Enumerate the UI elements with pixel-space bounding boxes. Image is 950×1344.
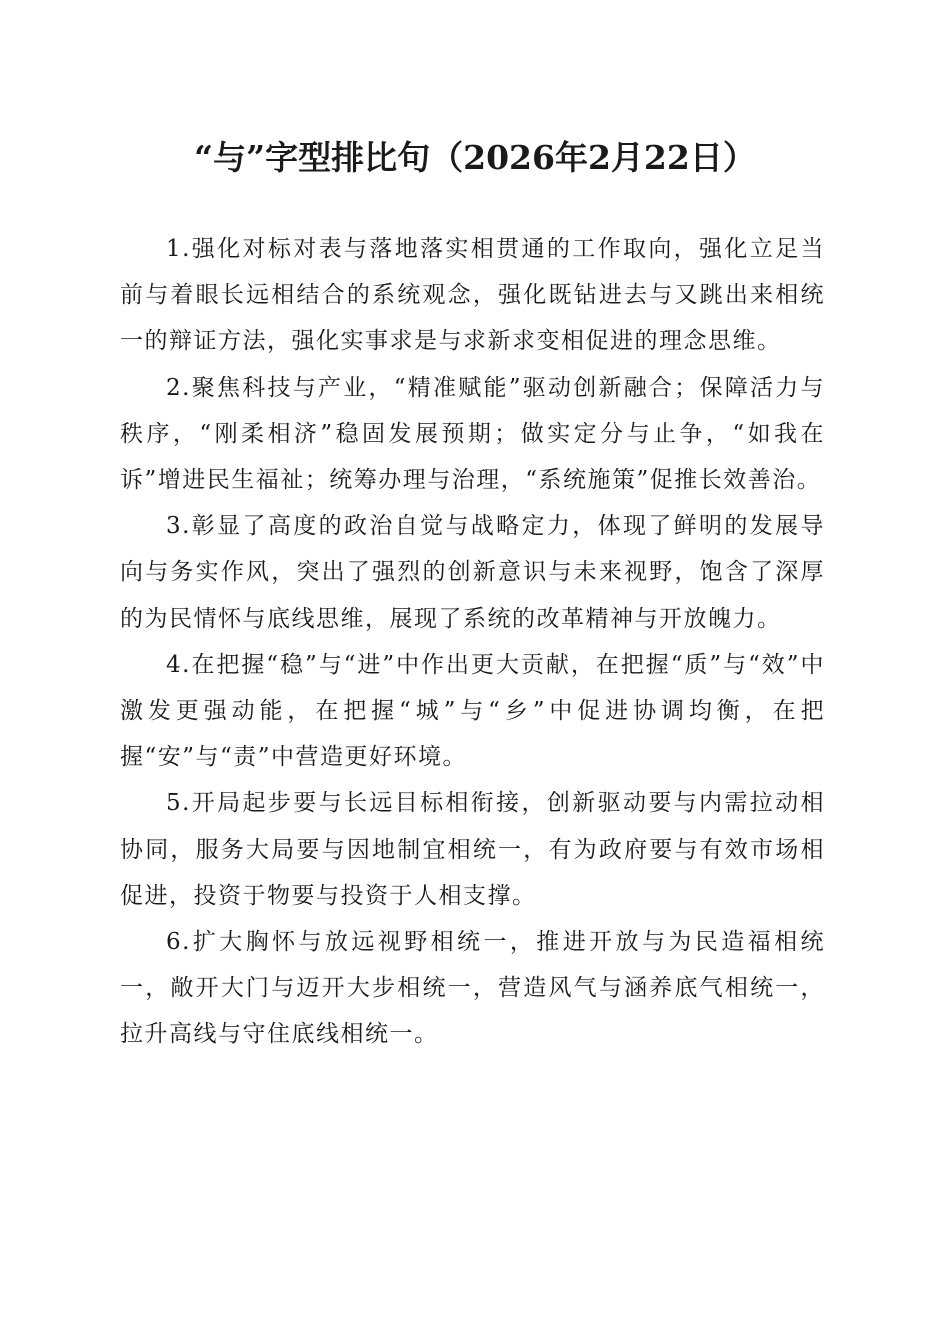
paragraph-2: 2.聚焦科技与产业，“精准赋能”驱动创新融合；保障活力与秩序，“刚柔相济”稳固发展预期；做实定分与止争，“如我在诉”增进民生福祉；统筹办理与治理，“系统施策”促推长效善治。 <box>120 374 825 494</box>
paragraph-5: 5.开局起步要与长远目标相衔接，创新驱动要与内需拉动相协同，服务大局要与因地制宜相统一，有为政府要与有效市场相促进，投资于物要与投资于人相支撑。 <box>120 790 825 909</box>
page-title: “与”字型排比句（2026年2月22日） <box>194 138 756 177</box>
paragraph-1: 1.强化对标对表与落地落实相贯通的工作取向，强化立足当前与着眼长远相结合的系统观念，强化既钻进去与又跳出来相统一的辩证方法，强化实事求是与求新求变相促进的理念思维。 <box>120 236 825 355</box>
paragraph-6: 6.扩大胸怀与放远视野相统一，推进开放与为民造福相统一，敞开大门与迈开大步相统一，营造风气与涵养底气相统一，拉升高线与守住底线相统一。 <box>120 929 825 1048</box>
paragraph-3: 3.彰显了高度的政治自觉与战略定力，体现了鲜明的发展导向与务实作风，突出了强烈的创新意识与未来视野，饱含了深厚的为民情怀与底线思维，展现了系统的改革精神与开放魄力。 <box>120 513 825 632</box>
document-body <box>120 226 825 1058</box>
paragraph-4: 4.在把握“稳”与“进”中作出更大贡献，在把握“质”与“效”中激发更强动能，在把握“城”与“乡”中促进协调均衡，在把握“安”与“责”中营造更好环境。 <box>120 651 825 771</box>
